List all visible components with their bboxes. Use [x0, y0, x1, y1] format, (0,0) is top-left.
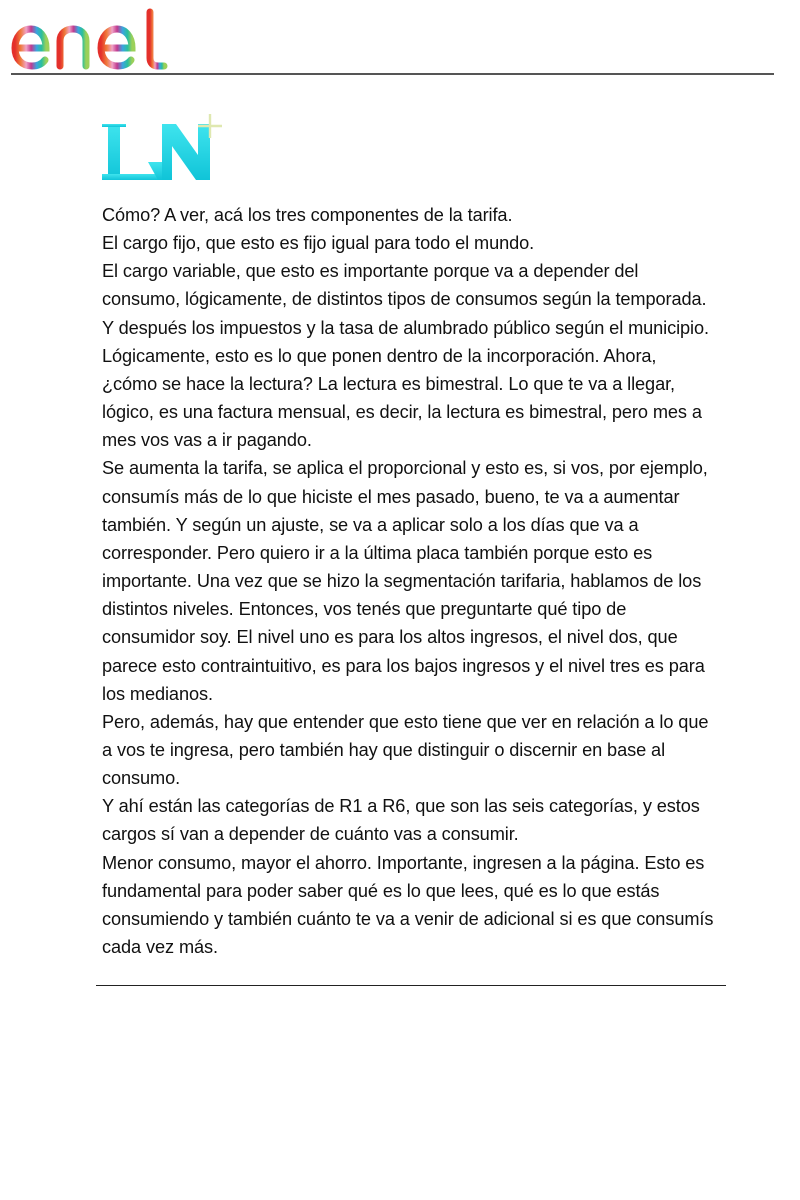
page-header — [0, 0, 800, 76]
transcript-paragraph-1: Cómo? A ver, acá los tres componentes de la tarifa. — [102, 205, 513, 225]
enel-logo — [8, 8, 174, 70]
footer-divider — [96, 985, 726, 986]
transcript-paragraph-3: El cargo variable, que esto es importante porque va a depender del consumo, lógicamente, de distintos tipos de consumos según la temporada. Y después los impuestos y la tasa de alumbrado público según el municipio. Lógicamente, esto es lo que ponen dentro de la incorporación. Ahora, ¿cómo se hace la lectura? La lectura es bimestral. Lo que te va a llegar, lógico, es una factura mensual, es decir, la lectura es bimestral, pero mes a mes vos vas a ir pagando. — [102, 261, 709, 451]
transcript-paragraph-6: Y ahí están las categorías de R1 a R6, que son las seis categorías, y estos cargos sí van a depender de cuánto vas a consumir. — [102, 796, 700, 845]
ln-plus-logo — [100, 112, 224, 184]
transcript-paragraph-5: Pero, además, hay que entender que esto tiene que ver en relación a lo que a vos te ingresa, pero también hay que distinguir o discernir en base al consumo. — [102, 711, 709, 789]
transcript-paragraph-2: El cargo fijo, que esto es fijo igual para todo el mundo. — [102, 233, 535, 254]
transcript-body — [102, 201, 714, 961]
transcript-paragraph-7: Menor consumo, mayor el ahorro. Importante, ingresen a la página. Esto es fundamental para poder saber qué es lo que lees, qué es lo que estás consumiendo y también cuánto te va a venir de adicional si es que consumís cada vez más. — [102, 852, 714, 958]
transcript-paragraph-4: Se aumenta la tarifa, se aplica el proporcional y esto es, si vos, por ejemplo, consumís más de lo que hiciste el mes pasado, bueno, te va a aumentar también. Y según un ajuste, se va a aplicar solo a los días que va a corresponder. Pero quiero ir a la última placa también porque esto es importante. Una vez que se hizo la segmentación tarifaria, hablamos de los distintos niveles. Entonces, vos tenés que preguntarte qué tipo de consumidor soy. El nivel uno es para los altos ingresos, el nivel dos, que parece esto contraintuitivo, es para los bajos ingresos y el nivel tres es para los medianos. — [102, 458, 708, 704]
header-divider — [11, 73, 774, 75]
